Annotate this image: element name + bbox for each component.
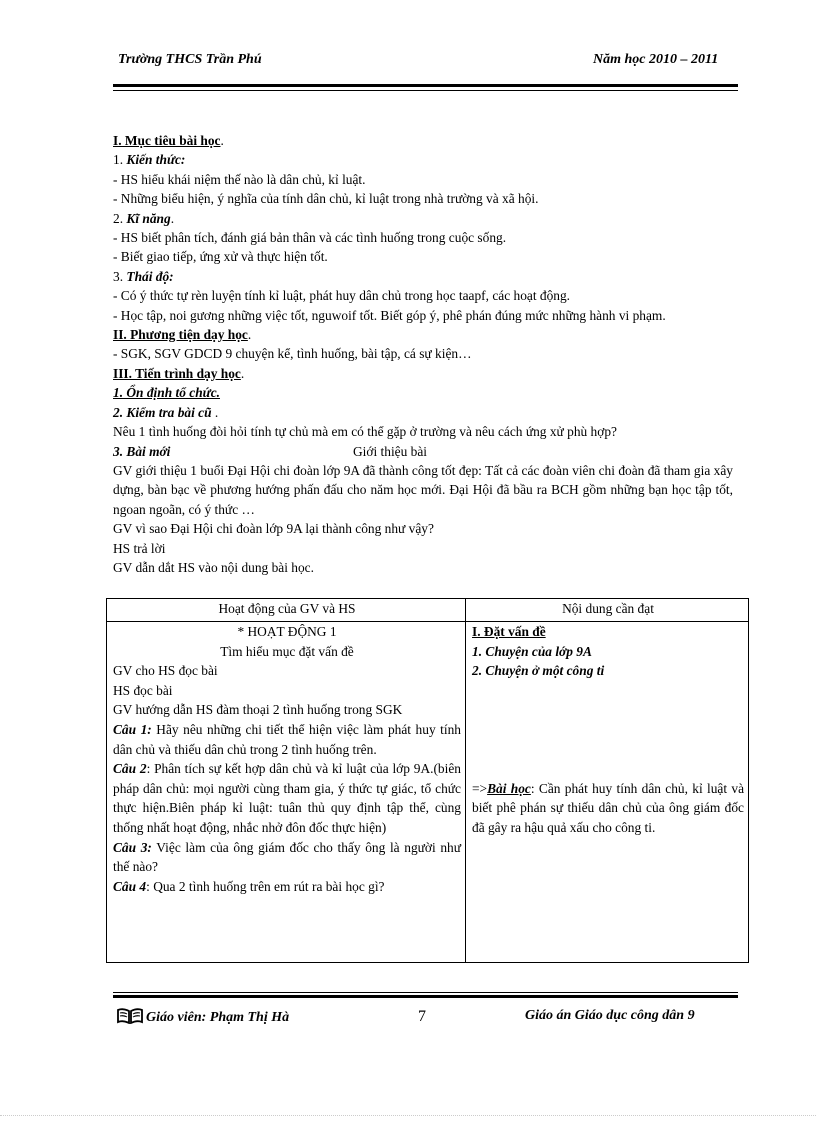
question-2-label: Câu 2 — [113, 761, 147, 777]
story-1: 1. Chuyện của lớp 9A — [472, 643, 592, 659]
footer-rule-thin — [113, 992, 738, 993]
section-3-title: III. Tiến trình dạy học — [113, 365, 241, 381]
activity-subtitle: Tìm hiểu mục đặt vấn đề — [220, 643, 354, 659]
activity-step-1: GV cho HS đọc bài — [113, 663, 218, 679]
section-2-title: II. Phương tiện dạy học — [113, 327, 248, 343]
school-name: Trường THCS Trần Phú — [118, 52, 262, 67]
lesson-label: Bài học — [487, 780, 531, 796]
question-1 — [113, 720, 461, 759]
step-3-title: 3. Bài mới — [113, 443, 171, 459]
intro-paragraph: GV giới thiệu 1 buổi Đại Hội chi đoàn lớp 9A đã thành công tốt đẹp: Tất cả các đoàn viên chi đoàn đã tham gia xây dựng, bàn bạc về phương hướng phấn đấu cho năm học mới. Đại Hội đã bầu ra BCH gồm những bạn học tập tốt, ngoan ngoãn, có ý thức … — [113, 462, 733, 517]
school-year: Năm học 2010 – 2011 — [593, 52, 719, 67]
lesson-text: : Cần phát huy tính dân chủ, kỉ luật và biết phê phán sự thiếu dân chủ của ông giám đốc đã gây ra hậu quả xấu cho công ti. — [472, 780, 745, 835]
question-3-text: Việc làm của ông giám đốc cho thấy ông là người như thế nào? — [113, 839, 462, 875]
attitude-line-2: - Học tập, noi gương những việc tốt, nguwoif tốt. Biết góp ý, phê phán đúng mức những hành vi phạm. — [113, 307, 666, 323]
section-1-3-label: Thái độ: — [126, 268, 174, 284]
skill-line-1: - HS biết phân tích, đánh giá bản thân và các tình huống trong cuộc sống. — [113, 230, 507, 246]
attitude-line-1: - Có ý thức tự rèn luyện tính kỉ luật, phát huy dân chủ trong học taapf, các hoạt động. — [113, 288, 571, 304]
question-2 — [113, 759, 461, 837]
activity-cell — [107, 622, 466, 963]
question-4-text: : Qua 2 tình huống trên em rút ra bài học gì? — [146, 878, 385, 894]
teacher-name: Giáo viên: Phạm Thị Hà — [146, 1010, 290, 1025]
page-number: 7 — [418, 1008, 426, 1025]
question-4-label: Câu 4 — [113, 878, 147, 894]
intro-answer: HS trả lời — [113, 540, 166, 556]
review-question: Nêu 1 tình huống đòi hỏi tính tự chủ mà em có thể gặp ở trường và nêu cách ứng xử phù hợp? — [113, 424, 617, 440]
footer-teacher — [116, 1008, 289, 1029]
footer-rule-thick — [113, 995, 738, 998]
page-bottom-divider — [0, 1115, 816, 1116]
section-1-3-number: 3. — [113, 268, 124, 284]
table-head-content: Nội dung cần đạt — [466, 599, 749, 622]
question-4 — [113, 877, 461, 897]
question-3 — [113, 838, 461, 877]
open-book-icon — [116, 1008, 144, 1029]
step-1-title: 1. Ổn định tổ chức. — [113, 385, 220, 401]
section-1-2-label: Kĩ năng — [126, 210, 171, 226]
section-1-1-number: 1. — [113, 152, 124, 168]
skill-line-2: - Biết giao tiếp, ứng xử và thực hiện tốt. — [113, 249, 328, 265]
lesson-arrow: => — [472, 780, 488, 796]
lesson-body: I. Mục tiêu bài học. 1. Kiến thức: - HS hiểu khái niệm thế nào là dân chủ, kỉ luật. - Những biểu hiện, ý nghĩa của tính dân chủ, kỉ luật trong nhà trường và xã hội. 2. Kĩ năng. - HS biết phân tích, đánh giá bản thân và các tình huống trong cuộc sống. - Biết giao tiếp, ứng xử và thực hiện tốt. 3. Thái độ: - Có ý thức tự rèn luyện tính kỉ luật, phát huy dân chủ trong học taapf, các hoạt động. - Học tập, noi gương những việc tốt, nguwoif tốt. Biết góp ý, phê phán đúng mức những hành vi phạm. II. Phương tiện dạy học. - SGK, SGV GDCD 9 chuyện kể, tình huống, bài tập, cá sự kiện… III. Tiến trình dạy học. 1. Ổn định tổ chức. 2. Kiểm tra bài cũ . Nêu 1 tình huống đòi hỏi tính tự chủ mà em có thể gặp ở trường và nêu cách ứng xử phù hợp? 3. Bài mới Giới thiệu bài GV giới thiệu 1 buổi Đại Hội chi đoàn lớp 9A đã thành công tốt đẹp: Tất cả các đoàn viên chi đoàn đã tham gia xây dựng, bàn bạc về phương hướng phấn đấu cho năm học mới. Đại Hội đã bầu ra BCH gồm những bạn học tập tốt, ngoan ngoãn, có ý thức … GV vì sao Đại Hội chi đoàn lớp 9A lại thành công như vậy? HS trả lời GV dẫn dắt HS vào nội dung bài học. — [113, 131, 733, 577]
knowledge-line-2: - Những biểu hiện, ý nghĩa của tính dân chủ, kỉ luật trong nhà trường và xã hội. — [113, 191, 539, 207]
question-1-text: Hãy nêu những chi tiết thể hiện việc làm phát huy tính dân chủ và thiếu dân chủ trong 2 tình huống trên. — [113, 721, 461, 757]
section-1-1-label: Kiến thức: — [126, 152, 186, 168]
table-head-activities: Hoạt động của GV và HS — [107, 599, 466, 622]
activity-title: * HOẠT ĐỘNG 1 — [237, 624, 337, 639]
lesson-summary — [472, 779, 744, 838]
step-2-title: 2. Kiểm tra bài cũ — [113, 404, 212, 420]
intro-label: Giới thiệu bài — [353, 443, 428, 459]
knowledge-line-1: - HS hiểu khái niệm thế nào là dân chủ, kỉ luật. — [113, 171, 366, 187]
header-rule-thin — [113, 90, 738, 91]
activity-step-2: HS đọc bài — [113, 682, 173, 698]
lesson-activity-table — [106, 598, 749, 963]
question-2-text: : Phân tích sự kết hợp dân chủ và kỉ luật của lớp 9A.(biên pháp dân chủ: mọi người cùng tham gia, ý thức tự giác, tổ chức thực hiện.Biên pháp kỉ luật: tuân thủ quy định tập thể, cùng thống nhất hoạt động, nhắc nhở đôn đốc thực hiện) — [113, 761, 461, 835]
question-3-label: Câu 3: — [113, 839, 152, 855]
story-2: 2. Chuyện ở một công ti — [472, 663, 605, 679]
header-rule-thick — [113, 84, 738, 87]
materials-line: - SGK, SGV GDCD 9 chuyện kể, tình huống, bài tập, cá sự kiện… — [113, 346, 472, 362]
section-1-2-number: 2. — [113, 210, 124, 226]
activity-step-3: GV hướng dẫn HS đàm thoại 2 tình huống trong SGK — [113, 702, 403, 718]
content-section-title: I. Đặt vấn đề — [472, 624, 546, 639]
question-1-label: Câu 1: — [113, 721, 152, 737]
content-cell — [466, 622, 749, 963]
footer-book-title: Giáo án Giáo dục công dân 9 — [525, 1008, 695, 1023]
section-1-title: I. Mục tiêu bài học — [113, 133, 221, 148]
intro-transition: GV dẫn dắt HS vào nội dung bài học. — [113, 559, 314, 575]
intro-question: GV vì sao Đại Hội chi đoàn lớp 9A lại thành công như vậy? — [113, 521, 434, 537]
